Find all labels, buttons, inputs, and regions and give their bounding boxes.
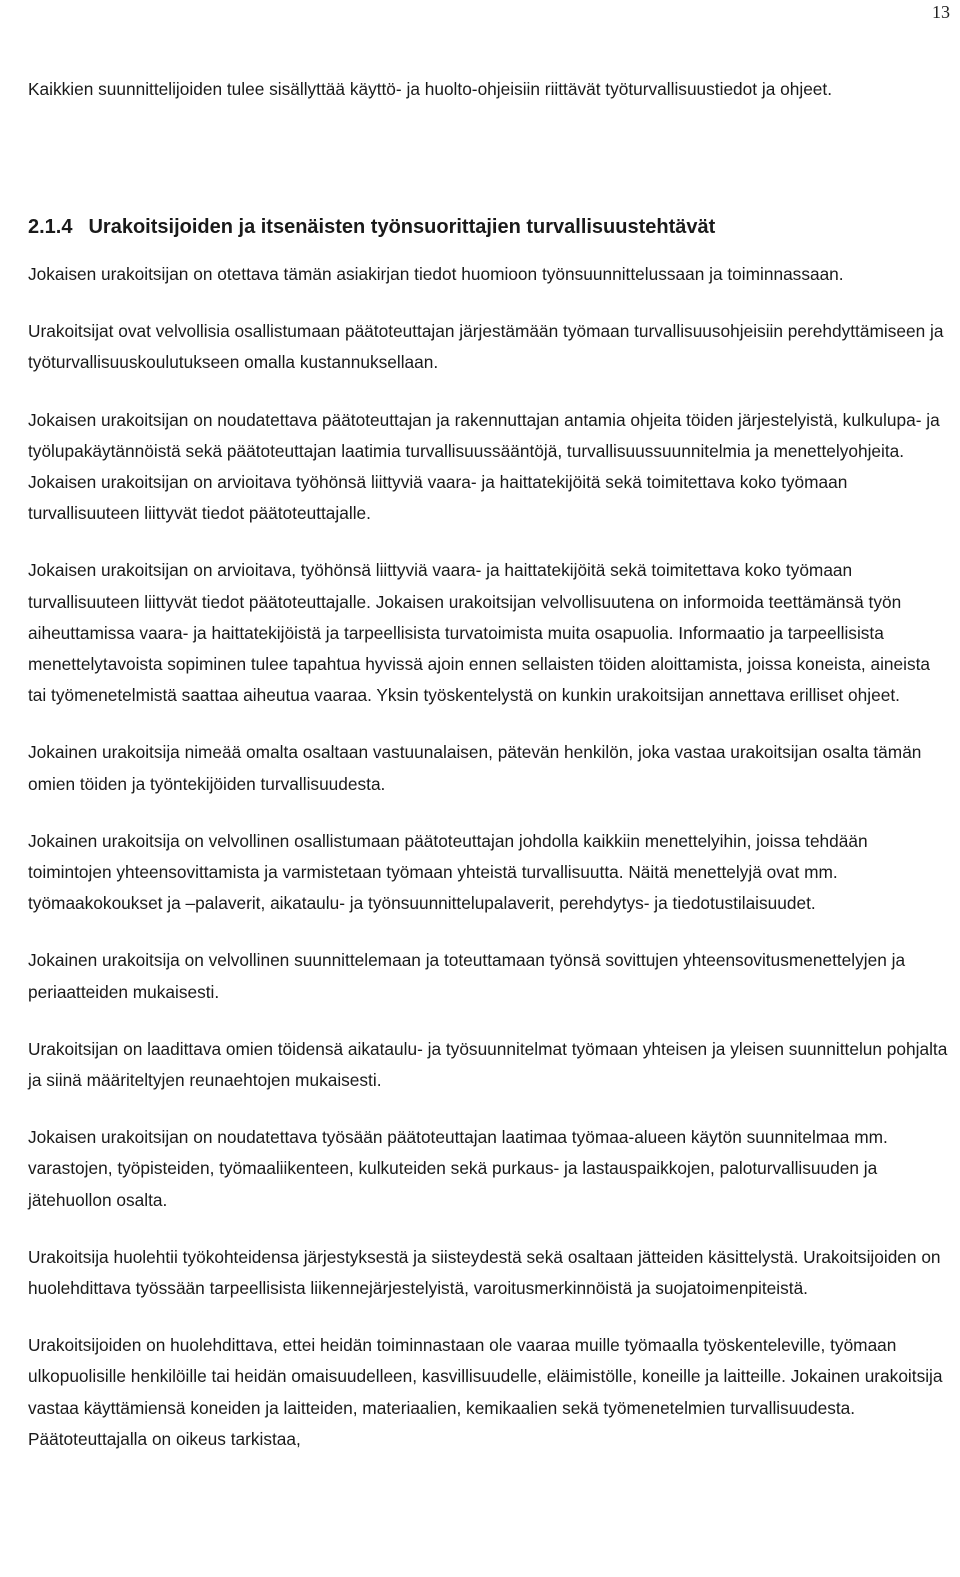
- section-title: Urakoitsijoiden ja itsenäisten työnsuorittajien turvallisuustehtävät: [88, 216, 716, 238]
- paragraph: Urakoitsija huolehtii työkohteidensa järjestyksestä ja siisteydestä sekä osaltaan jätteiden käsittelystä. Urakoitsijoiden on huolehdittava työssään tarpeellisista liikennejärjestelyistä, varoitusmerkinnöistä ja suojatoimenpiteistä.: [28, 1246, 941, 1299]
- paragraph: Urakoitsijan on laadittava omien töidensä aikataulu- ja työsuunnitelmat työmaan yhteisen ja yleisen suunnittelun pohjalta ja siinä määriteltyjen reunaehtojen mukaisesti.: [28, 1038, 948, 1091]
- paragraph: Jokainen urakoitsija on velvollinen osallistumaan päätoteuttajan johdolla kaikkiin menettelyihin, joissa tehdään toimintojen yhteensovittamista ja varmistetaan työmaan yhteistä turvallisuutta. Näitä menettelyjä ovat mm. työmaakokoukset ja –palaverit, aikataulu- ja työnsuunnittelupalaverit, perehdytys- ja tiedotustilaisuudet.: [28, 830, 868, 914]
- paragraph: Jokaisen urakoitsijan on noudatettava työsään päätoteuttajan laatimaa työmaa-alueen käytön suunnitelmaa mm. varastojen, työpisteiden, työmaaliikenteen, kulkuteiden sekä purkaus- ja lastauspaikkojen, paloturvallisuuden ja jätehuollon osalta.: [28, 1127, 888, 1210]
- section-body: [28, 259, 953, 1481]
- paragraph: Jokainen urakoitsija on velvollinen suunnittelemaan ja toteuttamaan työnsä sovittujen yhteensovitusmenettelyjen ja periaatteiden mukaisesti.: [28, 950, 906, 1002]
- paragraph: Jokaisen urakoitsijan on noudatettava päätoteuttajan ja rakennuttajan antamia ohjeita töiden järjestelyistä, kulkulupa- ja työlupakäytännöistä sekä päätoteuttajan laatimia turvallisuussääntöjä, turvallisuussuunnitelmia ja menettelyohjeita. Jokaisen urakoitsijan on arvioitava työhönsä liittyviä vaara- ja haittatekijöitä sekä toimitettava koko työmaan turvallisuuteen liittyvät tiedot päätoteuttajalle.: [28, 409, 940, 524]
- paragraph: Urakoitsijat ovat velvollisia osallistumaan päätoteuttajan järjestämään työmaan turvallisuusohjeisiin perehdyttämiseen ja työturvallisuuskoulutukseen omalla kustannuksellaan.: [28, 321, 944, 373]
- section-number: 2.1.4: [28, 216, 73, 238]
- paragraph: Urakoitsijoiden on huolehdittava, ettei heidän toiminnastaan ole vaaraa muille työmaalla työskenteleville, työmaan ulkopuolisille henkilöille tai heidän omaisuudelleen, kasvillisuudelle, eläimistölle, koneille ja laitteille. Jokainen urakoitsija vastaa käyttämiensä koneiden ja laitteiden, materiaalien, kemikaalien sekä työmenetelmien turvallisuudesta. Päätoteuttajalla on oikeus tarkistaa,: [28, 1335, 943, 1449]
- intro-paragraph: Kaikkien suunnittelijoiden tulee sisällyttää käyttö- ja huolto-ohjeisiin riittävät työturvallisuustiedot ja ohjeet.: [28, 79, 833, 99]
- paragraph: Jokaisen urakoitsijan on otettava tämän asiakirjan tiedot huomioon työnsuunnittelussaan ja toiminnassaan.: [28, 264, 844, 284]
- paragraph: Jokainen urakoitsija nimeää omalta osaltaan vastuunalaisen, pätevän henkilön, joka vastaa urakoitsijan osalta tämän omien töiden ja työntekijöiden turvallisuudesta.: [28, 742, 922, 794]
- page-number: 13: [932, 2, 950, 22]
- section-heading: [28, 213, 953, 241]
- paragraph: Jokaisen urakoitsijan on arvioitava, työhönsä liittyviä vaara- ja haittatekijöitä sekä toimitettava koko työmaan turvallisuuteen liittyvät tiedot päätoteuttajalle. Jokaisen urakoitsijan velvollisuutena on informoida teettämänsä työn aiheuttamissa vaara- ja haittatekijöistä ja tarpeellisista turvatoimista muita osapuolia. Informaatio ja tarpeellisista menettelytavoista sopiminen tulee tapahtua hyvissä ajoin ennen sellaisten töiden aloittamista, joissa koneista, aineista tai työmenetelmistä saattaa aiheutua vaaraa. Yksin työskentelystä on kunkin urakoitsijan annettava erilliset ohjeet.: [28, 560, 931, 706]
